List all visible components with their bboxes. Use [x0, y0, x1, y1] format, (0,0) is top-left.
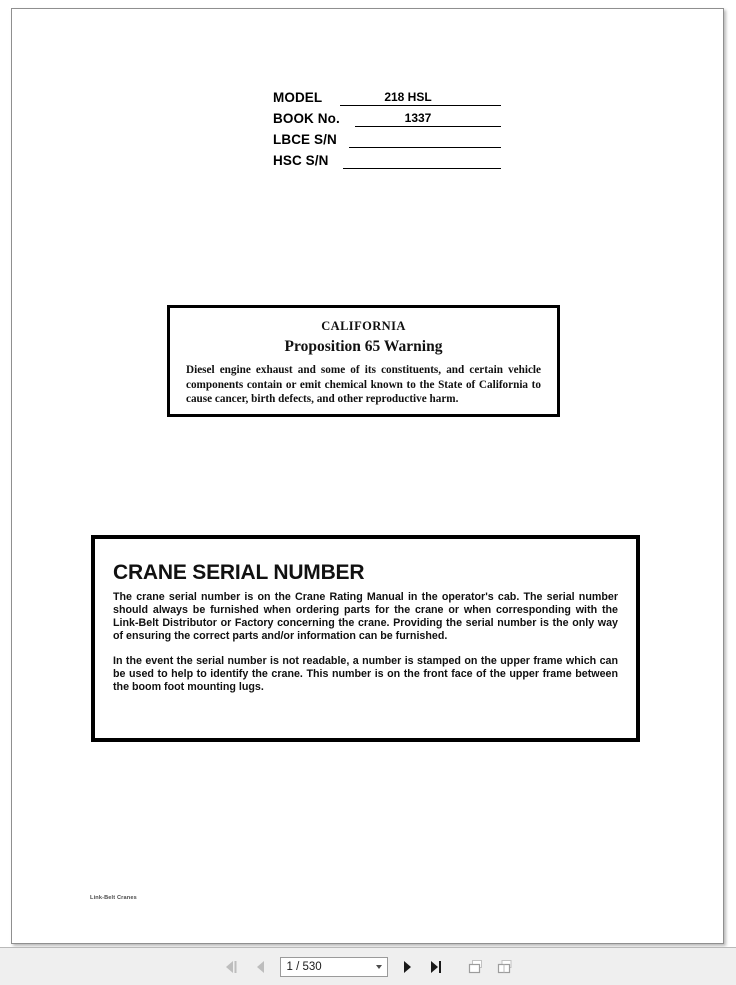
- hsc-sn-label: HSC S/N: [273, 153, 329, 168]
- toolbar-controls: [222, 957, 515, 977]
- prop65-body-text: Diesel engine exhaust and some of its constituents, and certain vehicle components contain or emit chemical known to the State of California to cause cancer, birth defects, and other reproductive harm.: [186, 364, 541, 406]
- hsc-sn-rule: [343, 168, 501, 169]
- facing-page-view-icon: [496, 959, 514, 975]
- page-number-combobox[interactable]: [280, 957, 388, 977]
- prop65-title-proposition: Proposition 65 Warning: [284, 338, 443, 355]
- model-row-book-no: [273, 108, 501, 129]
- crane-serial-number-heading: CRANE SERIAL NUMBER: [113, 561, 365, 584]
- single-page-view-button[interactable]: [466, 957, 486, 977]
- crane-serial-paragraph-1: The crane serial number is on the Crane Rating Manual in the operator's cab. The serial number should always be furnished when ordering parts for the crane or when corresponding with the Link-Belt Distributor or Factory concerning the crane. Providing the serial number is the only way of ensuring the correct parts and/or information can be furnished.: [113, 591, 618, 643]
- book-no-value: 1337: [404, 111, 432, 125]
- crane-serial-number-box: [91, 535, 640, 742]
- bottom-toolbar: [0, 947, 736, 985]
- proposition-65-warning-box: [167, 305, 560, 417]
- last-page-button[interactable]: [426, 957, 446, 977]
- lbce-sn-rule: [349, 147, 501, 148]
- chevron-right-icon: [399, 960, 415, 974]
- model-row-lbce-sn: [273, 129, 501, 150]
- crane-serial-paragraph-2: In the event the serial number is not readable, a number is stamped on the upper frame which can be used to help to identify the crane. This number is on the front face of the upper frame between the boom foot mounting lugs.: [113, 655, 618, 694]
- facing-page-view-button[interactable]: [495, 957, 515, 977]
- book-no-label: BOOK No.: [273, 111, 340, 126]
- page-footer-text: Link-Belt Cranes: [90, 895, 137, 901]
- book-no-rule: [355, 126, 501, 127]
- page-number-value: 1 / 530: [286, 960, 322, 973]
- model-rule: [340, 105, 501, 106]
- lbce-sn-label: LBCE S/N: [273, 132, 337, 147]
- pdf-page: [11, 8, 724, 944]
- last-page-icon: [428, 960, 444, 974]
- next-page-button[interactable]: [397, 957, 417, 977]
- chevron-down-icon[interactable]: [376, 965, 382, 969]
- previous-page-button[interactable]: [251, 957, 271, 977]
- chevron-left-icon: [253, 960, 269, 974]
- model-value: 218 HSL: [384, 90, 432, 104]
- model-info-block: [273, 87, 501, 171]
- model-label: MODEL: [273, 90, 323, 105]
- single-page-view-icon: [467, 959, 485, 975]
- model-row-hsc-sn: [273, 150, 501, 171]
- first-page-icon: [224, 960, 240, 974]
- model-row-model: [273, 87, 501, 108]
- first-page-button[interactable]: [222, 957, 242, 977]
- prop65-title-california: CALIFORNIA: [321, 319, 406, 333]
